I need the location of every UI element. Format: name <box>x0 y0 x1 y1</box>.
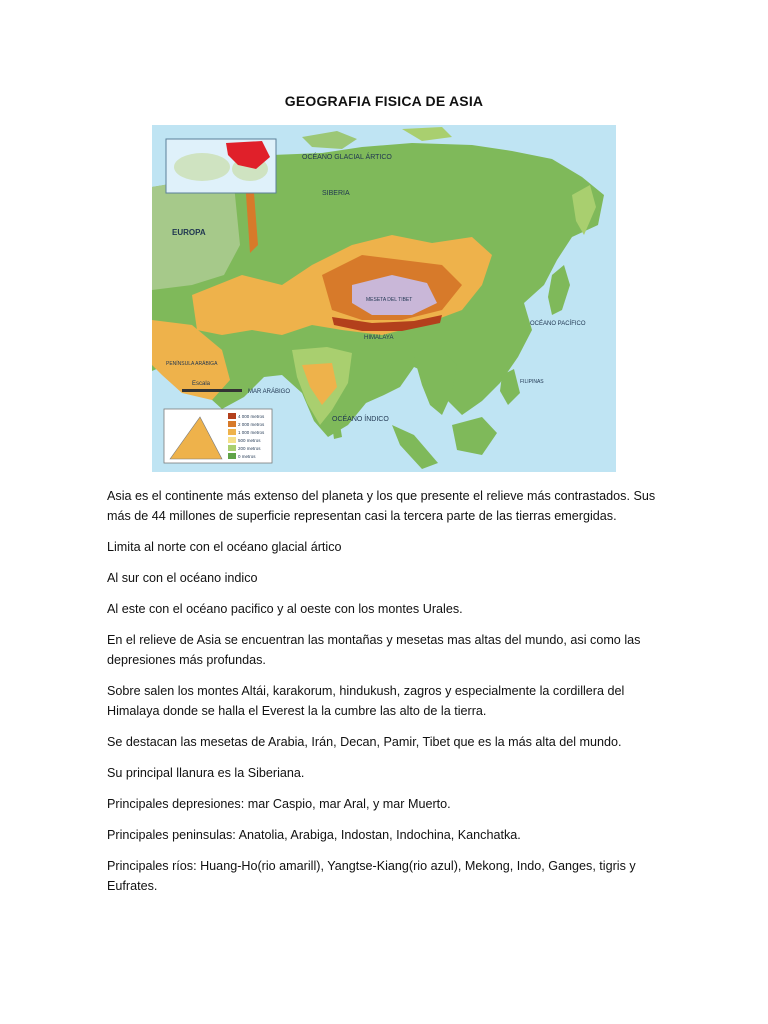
tibet-label: MESETA DEL TIBET <box>366 297 413 303</box>
paragraph: Al este con el océano pacifico y al oeste con los montes Urales. <box>107 602 463 616</box>
legend-swatch <box>228 437 236 443</box>
paragraph: Limita al norte con el océano glacial ártico <box>107 540 342 554</box>
legend-label: 0 metros <box>238 454 256 459</box>
legend-label: 1 000 metros <box>238 430 265 435</box>
legend-swatch <box>228 429 236 435</box>
paragraph: En el relieve de Asia se encuentran las montañas y mesetas mas altas del mundo, asi como las depresiones más profundas. <box>107 633 641 667</box>
himalaya-label: HIMALAYA <box>364 335 394 341</box>
asia-physical-map <box>152 125 616 472</box>
legend-swatch <box>228 453 236 459</box>
scale-bar <box>182 389 242 392</box>
indian-ocean-label: OCÉANO ÍNDICO <box>332 416 389 423</box>
scale-label: Escala <box>192 381 211 387</box>
paragraph: Sobre salen los montes Altái, karakorum, hindukush, zagros y especialmente la cordillera del Himalaya donde se halla el Everest la la cumbre las alto de la tierra. <box>107 684 625 718</box>
legend-swatch <box>228 421 236 427</box>
legend-label: 4 000 metros <box>238 414 265 419</box>
paragraph: Principales depresiones: mar Caspio, mar Aral, y mar Muerto. <box>107 797 451 811</box>
paragraph: Asia es el continente más extenso del planeta y los que presente el relieve más contrastados. Sus más de 44 millones de superficie representan casi la tercera parte de las tierras emergidas. <box>107 489 656 523</box>
siberia-label: SIBERIA <box>322 190 350 197</box>
document-title: GEOGRAFIA FISICA DE ASIA <box>284 93 484 109</box>
document-body <box>107 486 667 907</box>
arctic-ocean-label: OCÉANO GLACIAL ÁRTICO <box>302 154 392 161</box>
legend-label: 2 000 metros <box>238 422 265 427</box>
philippines-label: FILIPINAS <box>520 379 544 385</box>
paragraph: Principales ríos: Huang-Ho(rio amarill), Yangtse-Kiang(rio azul), Mekong, Indo, Ganges, tigris y Eufrates. <box>107 859 636 893</box>
legend-swatch <box>228 413 236 419</box>
arabian-sea-label: MAR ARÁBIGO <box>248 389 291 395</box>
legend-label: 500 metros <box>238 438 261 443</box>
paragraph: Se destacan las mesetas de Arabia, Irán, Decan, Pamir, Tibet que es la más alta del mundo. <box>107 735 622 749</box>
pacific-ocean-label: OCÉANO PACÍFICO <box>530 321 586 327</box>
paragraph: Al sur con el océano indico <box>107 571 258 585</box>
arabia-label: PENÍNSULA ARÁBIGA <box>166 361 218 367</box>
europe-label: EUROPA <box>172 228 206 237</box>
paragraph: Su principal llanura es la Siberiana. <box>107 766 305 780</box>
legend-label: 200 metros <box>238 446 261 451</box>
inset-world-shape <box>174 153 230 181</box>
legend-swatch <box>228 445 236 451</box>
paragraph: Principales peninsulas: Anatolia, Arabiga, Indostan, Indochina, Kanchatka. <box>107 828 521 842</box>
